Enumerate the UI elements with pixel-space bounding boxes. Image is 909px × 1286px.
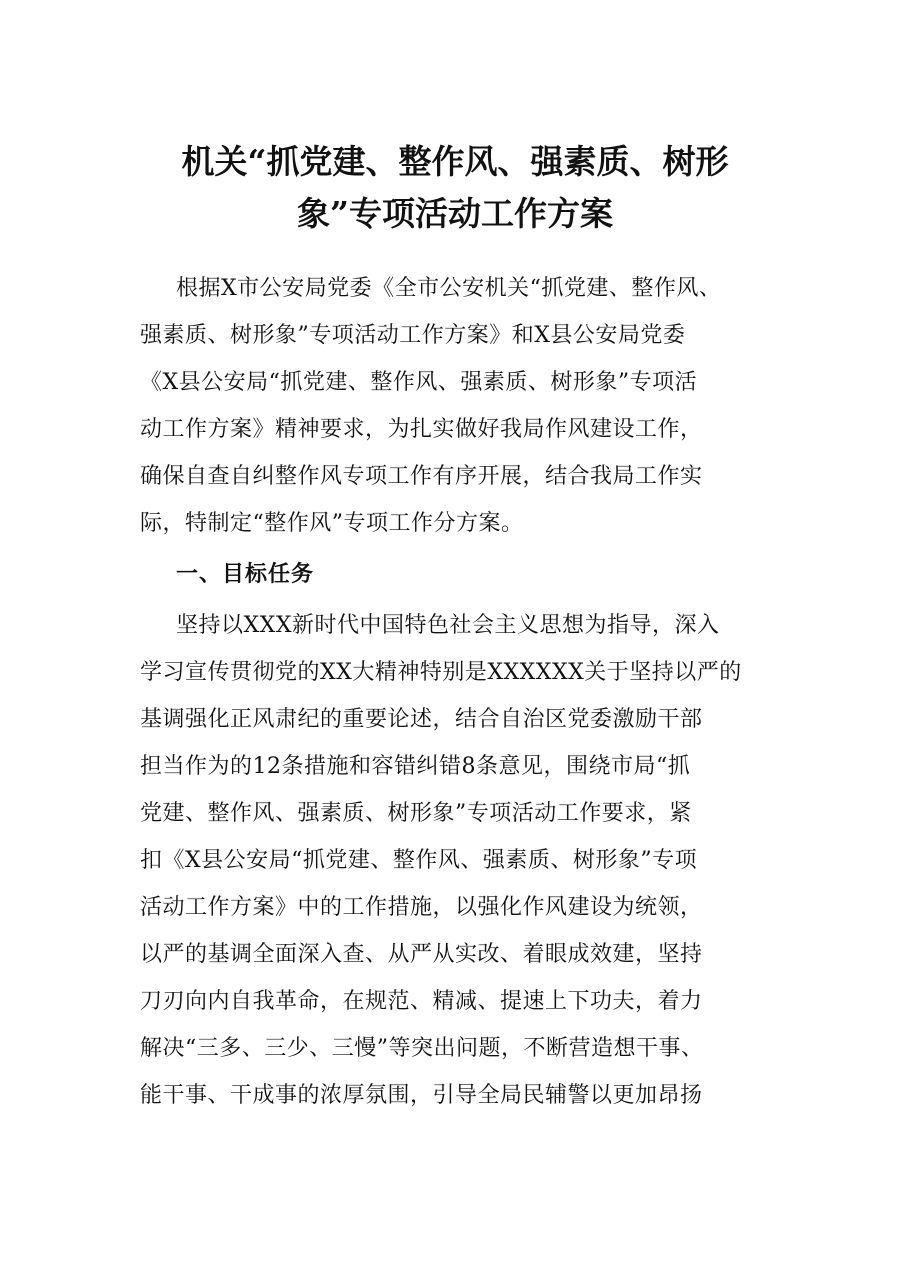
body-paragraph-line: 活动工作方案》中的工作措施，以强化作风建设为统领，: [140, 895, 703, 920]
intro-paragraph-line: 确保自查自纠整作风专项工作有序开展，结合我局工作实: [140, 464, 703, 489]
intro-paragraph-line: 际，特制定“整作风”专项工作分方案。: [140, 511, 524, 536]
body-paragraph-line: 解决“三多、三少、三慢”等突出问题，不断营造想干事、: [140, 1036, 704, 1061]
intro-paragraph-line: 根据X市公安局党委《全市公安机关“抓党建、整作风、: [176, 276, 722, 301]
intro-paragraph-line: 《X县公安局“抓党建、整作风、强素质、树形象”专项活: [140, 370, 698, 395]
body-paragraph-line: 以严的基调全面深入查、从严从实改、着眼成效建，坚持: [140, 942, 703, 967]
section-heading: 一、目标任务: [176, 562, 315, 587]
document-title-line-1: 机关“抓党建、整作风、强素质、树形: [181, 142, 729, 181]
body-paragraph-line: 坚持以XXX新时代中国特色社会主义思想为指导，深入: [176, 613, 720, 638]
body-paragraph-line: 基调强化正风肃纪的重要论述，结合自治区党委激励干部: [140, 707, 703, 732]
document-title-line-2: 象”专项活动工作方案: [297, 194, 613, 233]
intro-paragraph-line: 动工作方案》精神要求，为扎实做好我局作风建设工作，: [140, 417, 703, 442]
intro-paragraph-line: 强素质、树形象”专项活动工作方案》和X县公安局党委: [140, 323, 686, 348]
body-paragraph-line: 刀刃向内自我革命，在规范、精减、提速上下功夫，着力: [140, 989, 703, 1014]
body-paragraph-line: 扣《X县公安局“抓党建、整作风、强素质、树形象”专项: [140, 848, 698, 873]
body-paragraph-line: 担当作为的12条措施和容错纠错8条意见，围绕市局“抓: [140, 754, 691, 779]
body-paragraph-line: 党建、整作风、强素质、树形象”专项活动工作要求，紧: [140, 801, 692, 826]
body-paragraph-line: 学习宣传贯彻党的XX大精神特别是XXXXXX关于坚持以严的: [140, 660, 742, 685]
body-paragraph-line: 能干事、干成事的浓厚氛围，引导全局民辅警以更加昂扬: [140, 1083, 703, 1108]
